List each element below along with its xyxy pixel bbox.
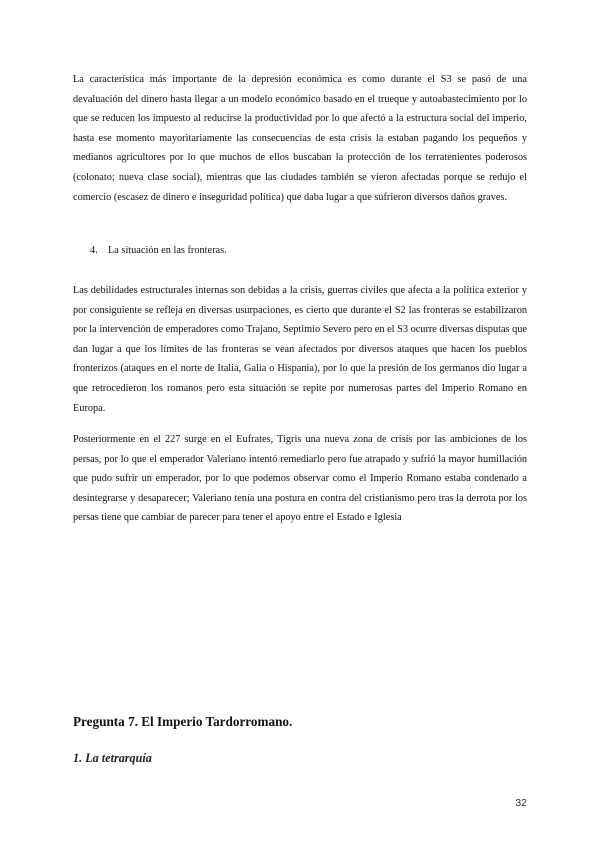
paragraph-economic-depression: La característica más importante de la depresión económica es como durante el S3 se pasó de una devaluación del dinero hasta llegar a un modelo económico basado en el trueque y autoabastecimiento por lo que se reducen los impuesto al reducirse la productividad por lo que afectó a la estructura social del imperio, hasta ese momento mayoritariamente las consecuencias de esta crisis la estaban pagando los pequeños y medianos agricultores por lo que muchos de ellos buscaban la protección de los terratenientes poderosos (colonato; nueva clase social), mientras que las ciudades también se vieron afectadas porque se redujo el comercio (escasez de dinero e inseguridad política) que daba lugar a que sufrieron diversos daños graves. (73, 74, 527, 203)
list-item-frontiers (90, 243, 227, 259)
list-item-text: La situación en las fronteras. (108, 245, 227, 256)
page-number: 32 (515, 797, 527, 809)
paragraph-structural-weaknesses: Las debilidades estructurales internas son debidas a la crisis, guerras civiles que afecta a la política exterior y por consiguiente se refleja en diversas usurpaciones, es cierto que durante el S2 las fronteras se estabilizaron por la intervención de emperadores como Trajano, Septimio Severo pero en el S3 ocurre diversas disputas que dan lugar a que los límites de las fronteras se vean afectados por diversos ataques que hacen los pueblos fronterizos (ataques en el norte de Italia, Galia o Hispania), por lo que la presión de los germanos dio lugar a que retrocedieron los romanos pero esta situación se repite por numerosas partes del Imperio Romano en Europa. (73, 285, 527, 414)
paragraph-persian-crisis: Posteriormente en el 227 surge en el Eufrates, Tigris una nueva zona de crisis por las ambiciones de los persas, por lo que el emperador Valeriano intentó remediarlo pero fue atrapado y sufrió la mayor humillación que pudo sufrir un emperador, por lo que podemos observar como el Imperio Romano estaba condenado a desintegrarse y desaparecer; Valeriano tenía una postura en contra del cristianismo pero tras la derrota por los persas tiene que cambiar de parecer para tener el apoyo entre el Estado e Iglesia (73, 434, 527, 524)
subsection-heading: 1. La tetrarquía (73, 751, 152, 765)
list-item-number: 4. (90, 245, 98, 256)
section-heading: Pregunta 7. El Imperio Tardorromano. (73, 714, 293, 729)
